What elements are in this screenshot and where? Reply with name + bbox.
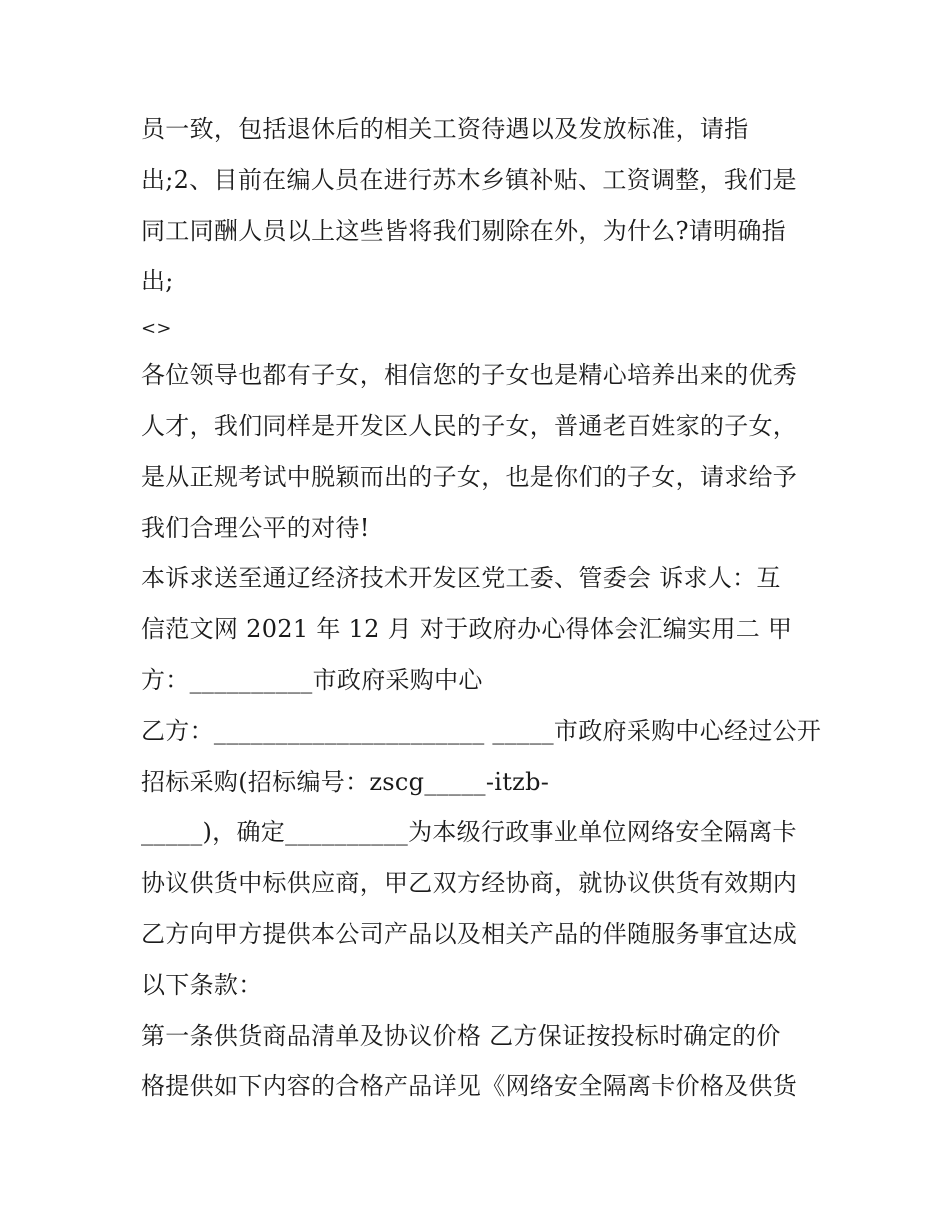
text-line: 出;2、目前在编人员在进行苏木乡镇补贴、工资调整，我们是 [141,165,797,194]
text-line: _____)，确定__________为本级行政事业单位网络安全隔离卡 [141,818,797,847]
text-line: 乙方向甲方提供本公司产品以及相关产品的伴随服务事宜达成 [141,919,798,948]
text-line: 各位领导也都有子女，相信您的子女也是精心培养出来的优秀 [141,361,798,390]
text-line: 协议供货中标供应商，甲乙双方经协商，就协议供货有效期内 [141,869,798,898]
text-line: 以下条款： [141,970,263,999]
text-line: 人才，我们同样是开发区人民的子女，普通老百姓家的子女， [141,411,798,440]
text-line: 同工同酬人员以上这些皆将我们剔除在外，为什么?请明确指 [141,216,786,245]
document-body [141,110,821,1118]
text-line: 我们合理公平的对待! [141,513,370,542]
text-line: 第一条供货商品清单及协议价格 乙方保证按投标时确定的价 [141,1021,781,1050]
text-line: 本诉求送至通辽经济技术开发区党工委、管委会 诉求人：互 [141,564,781,593]
text-line: 信范文网 2021 年 12 月 对于政府办心得体会汇编实用二 甲 [141,615,793,644]
text-line: 乙方：______________________ _____市政府采购中心经过公开 [141,716,822,745]
text-line: 招标采购(招标编号：zscg_____-itzb- [141,767,550,796]
text-line: 出; [141,267,174,296]
text-line: 员一致，包括退休后的相关工资待遇以及发放标准，请指 [141,115,749,143]
text-line: 是从正规考试中脱颖而出的子女，也是你们的子女，请求给予 [141,462,798,491]
text-line: 方：__________市政府采购中心 [141,665,483,694]
text-line: 格提供如下内容的合格产品详见《网络安全隔离卡价格及供货 [141,1072,798,1101]
text-line: <> [141,318,172,340]
